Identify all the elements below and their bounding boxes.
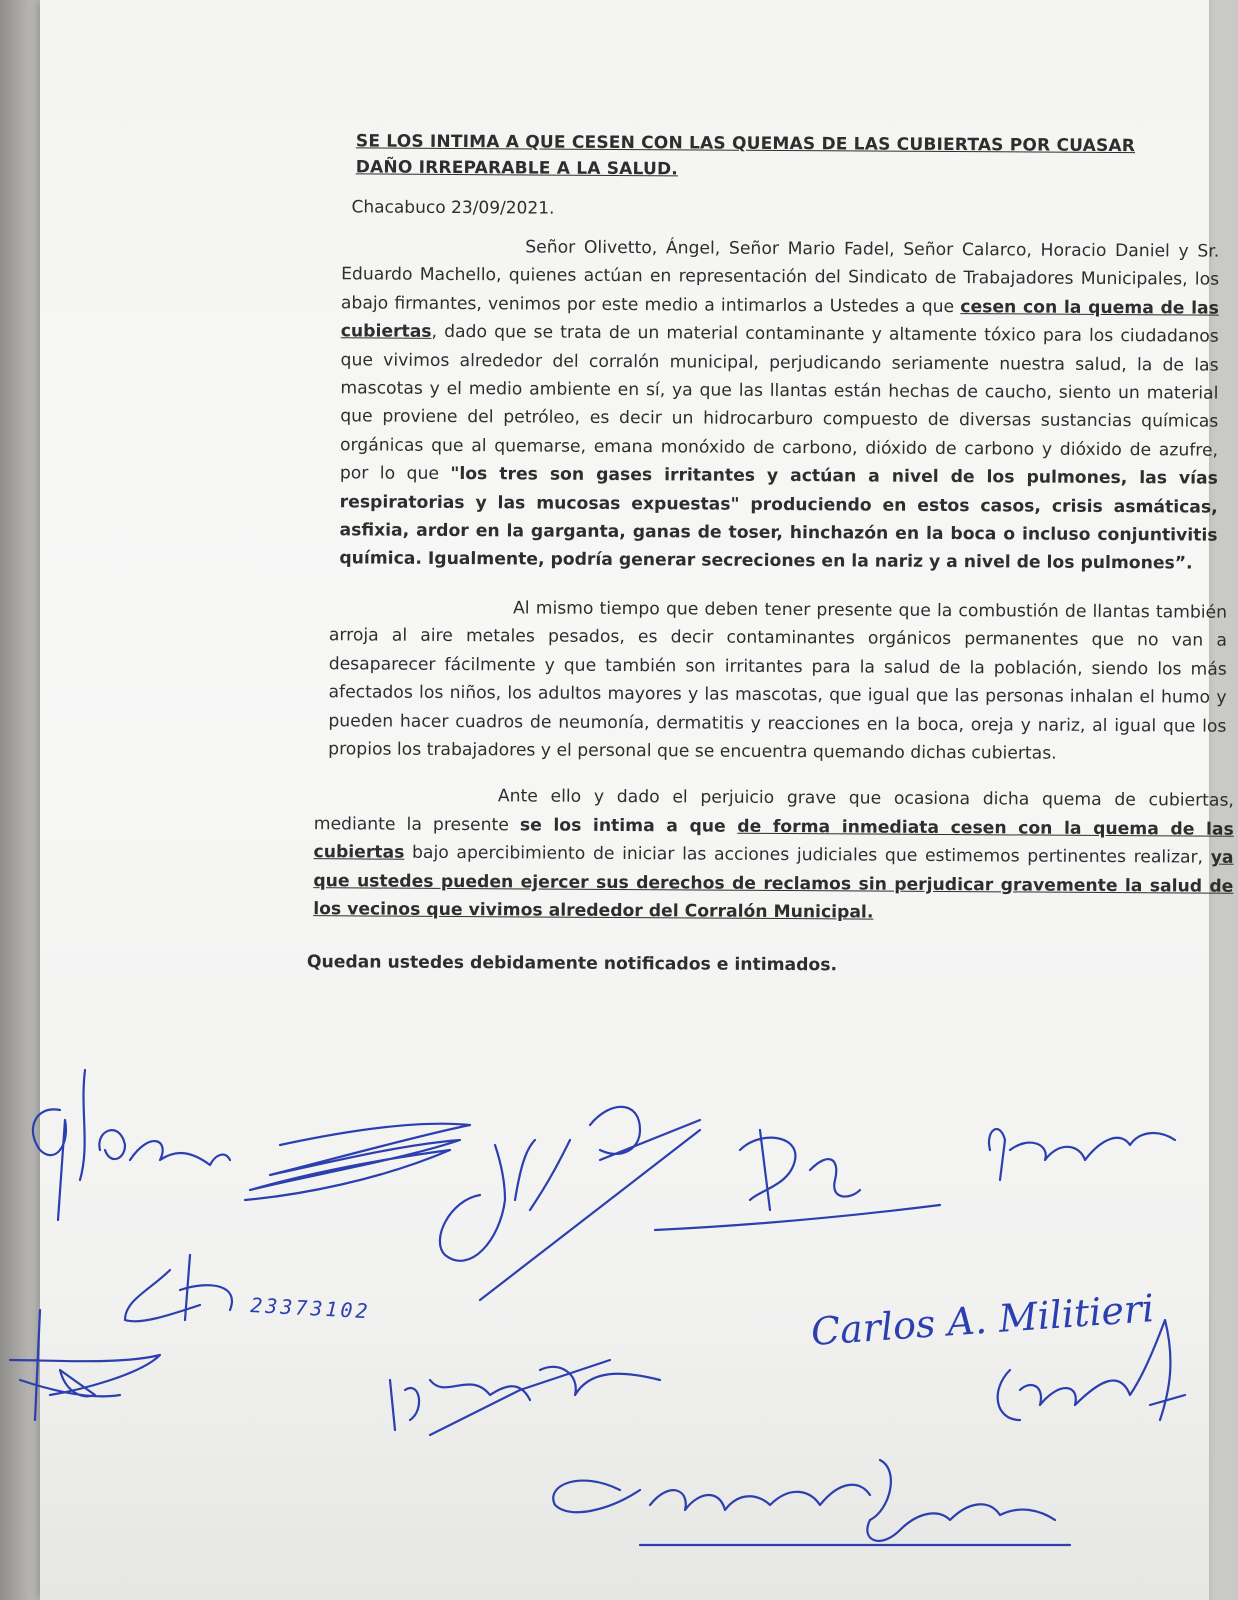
p3-bold-underlined-2: ya que ustedes pueden ejercer sus derechos de reclamos sin perjudicar gravemente la salud de los vecinos que vivimos alrededor del Corralón Municipal. [313,847,1234,923]
closing-line: Quedan ustedes debidamente notificados e intimados. [306,952,838,976]
p3-bold-underlined-1: de forma inmediata cesen con la quema de las cubiertas [313,816,1234,863]
signature-10 [553,1460,1070,1545]
handwritten-number: 23373102 [249,1293,372,1324]
p1-bold-quote: "los tres son gases irritantes y actúan a nivel de los pulmones, las vías respiratorias y las mucosas expuestas" produciendo en estos casos, crisis asmáticas, asfixia, ardor en la garganta, ganas de toser, hinchazón en la boca o incluso conjuntivitis química. Igualmente, podría generar secreciones en la nariz y a nivel de los pulmones”. [339,464,1218,574]
date-line: Chacabuco 23/09/2021. [351,197,555,219]
signature-3 [440,1107,700,1300]
p1-underlined-text: cesen con la quema de las cubiertas [340,296,1219,343]
signature-4 [655,1130,940,1230]
paragraph-1 [339,232,1219,578]
paragraph-2 [328,593,1227,769]
p1-text-a: Señor Olivetto, Ángel, Señor Mario Fadel, Señor Calarco, Horacio Daniel y Sr. Eduardo Machello, quienes actúan en representación del Sindicato de Trabajadores Municipales, los abajo firmantes, venimos por este medio a intimarlos a Ustedes a que [340,237,1220,317]
signature-8 [390,1360,660,1435]
signature-7 [10,1310,160,1420]
signature-2 [245,1124,470,1200]
p2-text: Al mismo tiempo que deben tener presente que la combustión de llantas también arroja al aire metales pesados, es decir contaminantes orgánicos permanentes que no van a desaparecer fácilmente y que también son irritantes para la salud de la población, siendo los más afectados los niños, los adultos mayores y las mascotas, que igual que las personas inhalan el humo y pueden hacer cuadros de neumonía, dermatitis y reacciones en la boca, oreja y nariz, al igual que los propios los trabajadores y el personal que se encuentra quemando dichas cubiertas. [328,598,1228,764]
document-body [287,128,1234,981]
document-title: SE LOS INTIMA A QUE CESEN CON LAS QUEMAS DE LAS CUBIERTAS POR CUASAR DAÑO IRREPARABLE A LA SALUD. [355,131,1136,180]
signature-5 [989,1129,1175,1180]
p1-text-c: , dado que se trata de un material contaminante y altamente tóxico para los ciudadanos que vivimos alrededor del corralón municipal, perjudicando seriamente nuestra salud, la de las mascotas y el medio ambiente en sí, ya que las llantas están hechas de caucho, siento un material que proviene del petróleo, es decir un hidrocarburo compuesto de diversas sustancias químicas orgánicas que al quemarse, emana monóxido de carbono, dióxido de carbono y dióxido de azufre, por lo que [339,322,1219,485]
p3-bold-text: se los intima a que [519,815,738,837]
signatures-drawing [0,1050,1209,1600]
p3-text-a: Ante ello y dado el perjuicio grave que ocasiona dicha quema de cubiertas, mediante la presente [313,786,1234,836]
paragraph-3 [313,781,1234,929]
signature-6 [125,1255,232,1321]
signature-1 [33,1070,230,1220]
handwritten-name: Carlos A. Militieri [809,1286,1156,1354]
signatures-area [0,1050,1209,1600]
p3-text-d: bajo apercibimiento de iniciar las acciones judiciales que estimemos pertinentes realizar, [404,842,1211,868]
